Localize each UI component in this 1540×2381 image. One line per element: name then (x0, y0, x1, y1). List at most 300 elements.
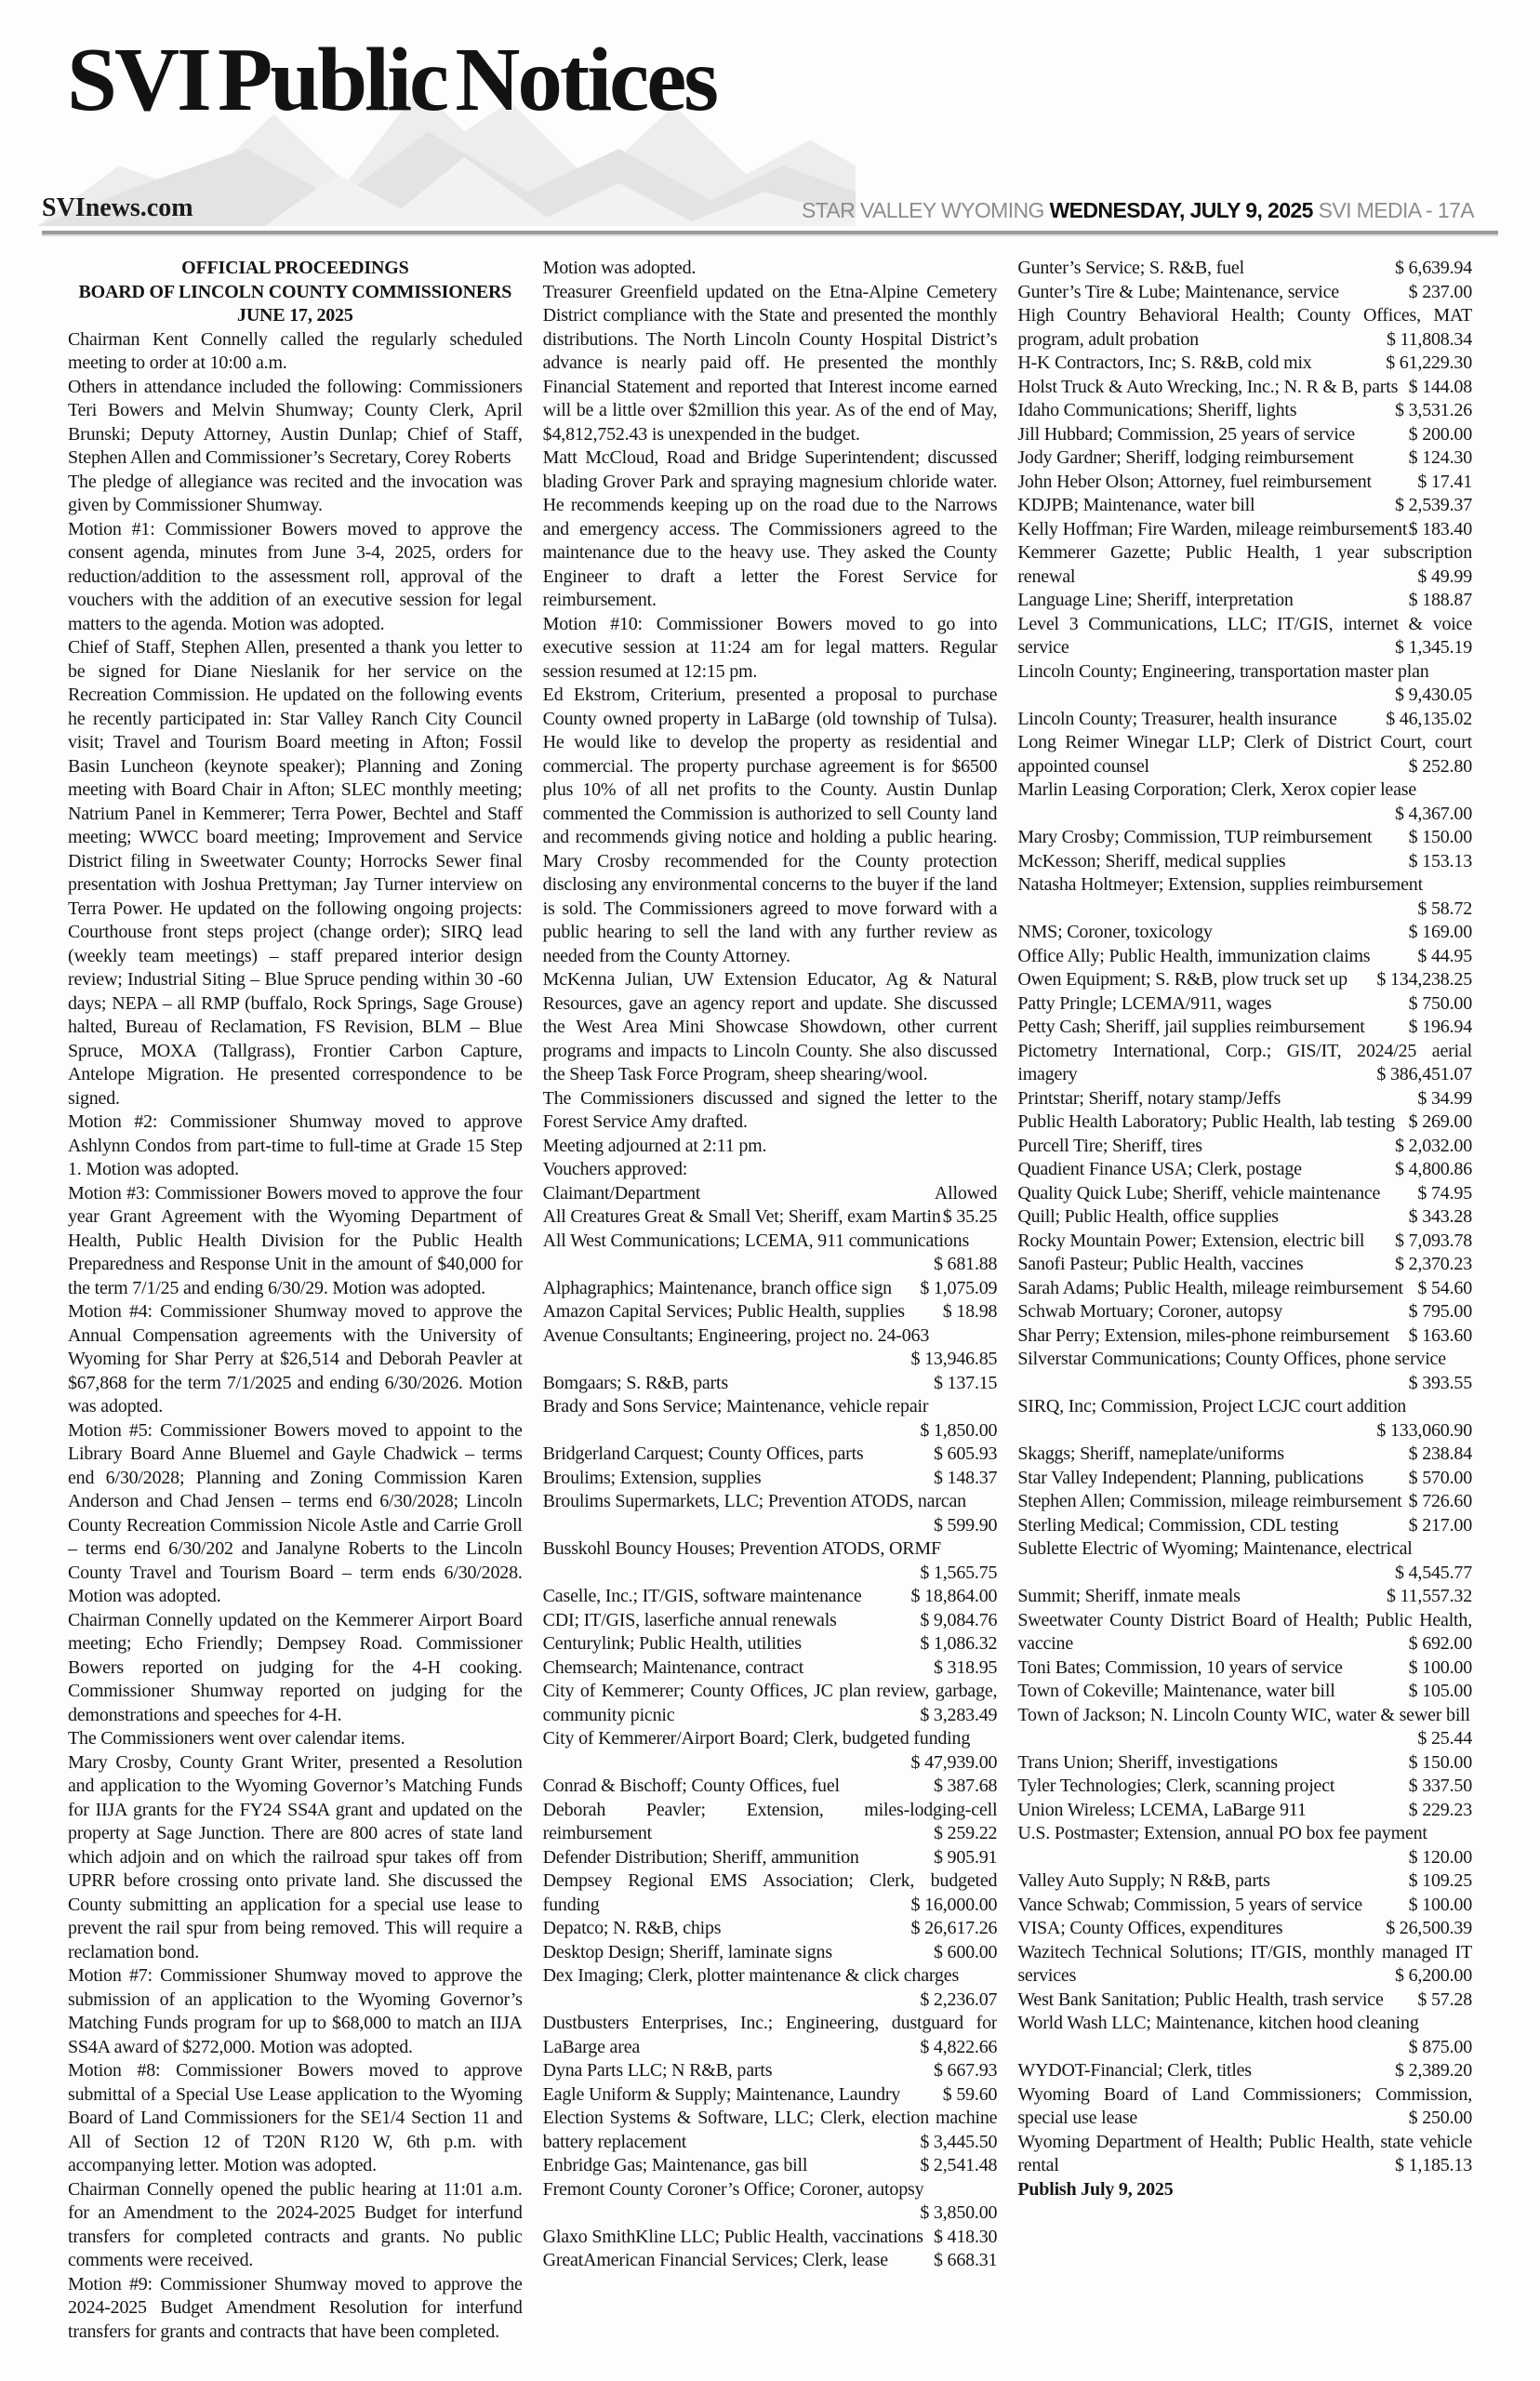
voucher-amount: $ 11,557.32 (1386, 1586, 1473, 1606)
voucher-claimant: Level 3 Communications, LLC; IT/GIS, internet & voice service (1017, 613, 1473, 658)
voucher-claimant: Caselle, Inc.; IT/GIS, software maintenance (542, 1586, 862, 1606)
voucher-claimant: CDI; IT/GIS, laserfiche annual renewals (542, 1609, 837, 1630)
voucher-claimant: Printstar; Sheriff, notary stamp/Jeffs (1017, 1087, 1281, 1109)
voucher-amount: $ 2,032.00 (1395, 1135, 1473, 1156)
masthead-byline (42, 193, 1474, 223)
voucher-row (543, 1277, 998, 1301)
voucher-claimant: Language Line; Sheriff, interpretation (1017, 590, 1294, 610)
voucher-amount: $ 3,445.50 (920, 2131, 998, 2152)
voucher-amount: $ 18.98 (942, 1301, 998, 1322)
voucher-row (1017, 589, 1472, 613)
voucher-amount: $ 599.90 (933, 1514, 998, 1536)
voucher-amount: $ 26,617.26 (910, 1918, 998, 1938)
voucher-amount: $ 61,229.30 (1386, 352, 1473, 373)
voucher-amount: $ 667.93 (933, 2060, 998, 2081)
notice-paragraph: Matt McCloud, Road and Bridge Superintendent; discussed blading Grover Park and spraying magnesium chloride water. He recommends keeping up on the road due to the Narrows and emergency access. The Commissioners agreed to the maintenance due to the heavy use. They asked the County Engineer to draft a letter the Forest Service for reimbursement. (542, 447, 998, 610)
voucher-claimant: Trans Union; Sheriff, investigations (1017, 1751, 1278, 1773)
voucher-claimant: Quadient Finance USA; Clerk, postage (1017, 1159, 1302, 1179)
voucher-amount: $ 133,060.90 (1376, 1419, 1473, 1441)
voucher-amount: $ 25.44 (1417, 1728, 1473, 1749)
voucher-claimant: City of Kemmerer/Airport Board; Clerk, budgeted funding (542, 1728, 971, 1749)
voucher-row (1017, 992, 1472, 1017)
voucher-row (1017, 1348, 1472, 1395)
voucher-amount: $ 144.08 (1408, 376, 1473, 397)
voucher-claimant: Mary Crosby; Commission, TUP reimbursement (1017, 827, 1373, 847)
voucher-claimant: Depatco; N. R&B, chips (542, 1918, 722, 1938)
voucher-row (543, 2083, 998, 2108)
voucher-claimant: Fremont County Coroner’s Office; Coroner, autopsy (542, 2178, 924, 2200)
voucher-claimant: Bridgerland Carquest; County Offices, parts (542, 1443, 864, 1464)
voucher-amount: $ 3,850.00 (920, 2202, 998, 2223)
voucher-amount: $ 1,565.75 (920, 1562, 998, 1583)
voucher-claimant: Petty Cash; Sheriff, jail supplies reimbursement (1017, 1017, 1365, 1037)
voucher-row (543, 2154, 998, 2178)
voucher-amount: $ 1,075.09 (920, 1277, 998, 1298)
voucher-amount: $ 3,531.26 (1395, 400, 1473, 420)
issue-line (802, 198, 1474, 223)
voucher-claimant: Town of Cokeville; Maintenance, water bill (1017, 1681, 1335, 1701)
voucher-amount: $ 13,946.85 (910, 1349, 998, 1369)
voucher-amount: $ 124.30 (1408, 447, 1473, 468)
notice-paragraph: The pledge of allegiance was recited and the invocation was given by Commissioner Shumway. (68, 471, 523, 515)
voucher-claimant: Owen Equipment; S. R&B, plow truck set up (1017, 969, 1348, 990)
voucher-row (1017, 1894, 1472, 1918)
voucher-list-col3 (1017, 257, 1472, 2178)
voucher-row (543, 1680, 998, 1727)
site-name: SVInews.com (42, 193, 193, 222)
voucher-row (543, 1917, 998, 1941)
voucher-claimant: Natasha Holtmeyer; Extension, supplies reimbursement (1017, 874, 1423, 895)
voucher-amount: $ 387.68 (933, 1776, 998, 1796)
voucher-claimant: Sanofi Pasteur; Public Health, vaccines (1017, 1254, 1304, 1274)
voucher-row (1017, 1751, 1472, 1776)
voucher-amount: $ 418.30 (933, 2226, 998, 2247)
voucher-amount: $ 44.95 (1417, 945, 1473, 966)
voucher-amount: $ 47,939.00 (910, 1751, 998, 1773)
voucher-amount: $ 100.00 (1408, 1894, 1473, 1915)
voucher-claimant: Broulims Supermarkets, LLC; Prevention ATODS, narcan (542, 1491, 966, 1511)
voucher-amount: $ 6,200.00 (1395, 1965, 1473, 1986)
voucher-amount: $ 681.88 (933, 1254, 998, 1274)
voucher-claimant: Kelly Hoffman; Fire Warden, mileage reimbursement (1017, 518, 1408, 539)
voucher-amount: $ 137.15 (933, 1372, 998, 1393)
notice-paragraph: Vouchers approved: (542, 1159, 688, 1179)
notice-paragraph: The Commissioners discussed and signed the letter to the Forest Service Amy drafted. (542, 1087, 998, 1132)
voucher-row (543, 1775, 998, 1799)
voucher-row (543, 1205, 998, 1230)
voucher-row (1017, 1656, 1472, 1681)
voucher-claimant: Purcell Tire; Sheriff, tires (1017, 1135, 1202, 1156)
issue-date: WEDNESDAY, JULY 9, 2025 (1049, 198, 1313, 222)
voucher-row (1017, 1111, 1472, 1135)
notice-paragraph: Ed Ekstrom, Criterium, presented a proposal to purchase County owned property in LaBarge (old township of Tulsa). He would like to develop the property as residential and commercial. The property purchase agreement is for $6500 plus 10% of all net profits to the County. Austin Dunlap commented the Commission is authorized to sell County land and recommends giving notice and holding a public hearing. Mary Crosby recommended for the County protection disclosing any environmental concerns to the buyer if the land is sold. The Commissioners agreed to move forward with a public hearing to sell the land with any further review as needed from the County Attorney. (542, 685, 998, 966)
voucher-amount: $ 237.00 (1408, 281, 1473, 302)
voucher-claimant: Conrad & Bischoff; County Offices, fuel (542, 1776, 840, 1796)
voucher-amount: $ 343.28 (1408, 1206, 1473, 1227)
voucher-amount: $ 9,430.05 (1395, 685, 1473, 705)
voucher-row (543, 2226, 998, 2250)
voucher-claimant: Enbridge Gas; Maintenance, gas bill (542, 2155, 808, 2175)
voucher-amount: $ 2,389.20 (1395, 2060, 1473, 2081)
voucher-amount: $ 35.25 (942, 1206, 998, 1227)
notice-heading (68, 257, 523, 328)
voucher-amount: $ 163.60 (1408, 1324, 1473, 1346)
voucher-claimant: Gunter’s Service; S. R&B, fuel (1017, 258, 1244, 278)
voucher-amount: $ 150.00 (1408, 827, 1473, 847)
voucher-amount: $ 4,800.86 (1395, 1159, 1473, 1179)
voucher-claimant: Idaho Communications; Sheriff, lights (1017, 400, 1297, 420)
voucher-row (1017, 399, 1472, 423)
voucher-claimant: Rocky Mountain Power; Extension, electric bill (1017, 1230, 1365, 1251)
voucher-amount: $ 1,345.19 (1395, 637, 1473, 658)
voucher-amount: $ 250.00 (1408, 2108, 1473, 2128)
voucher-row (543, 2107, 998, 2154)
voucher-claimant: Sweetwater County District Board of Health; Public Health, vaccine (1017, 1609, 1473, 1654)
voucher-row (1017, 352, 1472, 376)
voucher-claimant: Valley Auto Supply; N R&B, parts (1017, 1870, 1270, 1891)
voucher-row (1017, 778, 1472, 826)
voucher-row (543, 1585, 998, 1609)
voucher-claimant: Dyna Parts LLC; N R&B, parts (542, 2060, 773, 2081)
voucher-row (1017, 1989, 1472, 2013)
voucher-row (543, 2012, 998, 2059)
voucher-row (1017, 1182, 1472, 1206)
voucher-row (543, 1537, 998, 1585)
voucher-amount: $ 3,283.49 (920, 1704, 998, 1725)
issue-edition: SVI MEDIA - 17A (1312, 198, 1474, 222)
publish-date: Publish July 9, 2025 (1017, 2178, 1174, 2200)
voucher-amount: $ 269.00 (1408, 1111, 1473, 1132)
notice-paragraph: Motion #1: Commissioner Bowers moved to approve the consent agenda, minutes from June 3-4, 2025, orders for reduction/addition to the assessment roll, approval of the vouchers with the addition of an executive session for legal matters to the agenda. Motion was adopted. (68, 518, 523, 634)
voucher-row (1017, 2012, 1472, 2059)
voucher-claimant: Lincoln County; Treasurer, health insurance (1017, 708, 1337, 729)
notice-paragraph: Motion #4: Commissioner Shumway moved to approve the Annual Compensation agreements with the University of Wyoming for Shar Perry at $26,514 and Deborah Peavler at $67,868 for the term 7/1/2025 and ending 6/30/2026. Motion was adopted. (68, 1301, 523, 1417)
voucher-amount: $ 49.99 (1417, 565, 1473, 587)
voucher-claimant: Jill Hubbard; Commission, 25 years of service (1017, 423, 1355, 445)
voucher-claimant: Office Ally; Public Health, immunization claims (1017, 945, 1371, 966)
voucher-row (1017, 1040, 1472, 1087)
voucher-amount: $ 188.87 (1408, 590, 1473, 610)
voucher-claimant: Alphagraphics; Maintenance, branch office sign (542, 1277, 892, 1298)
voucher-claimant: Desktop Design; Sheriff, laminate signs (542, 1941, 832, 1962)
voucher-amount: $ 668.31 (933, 2250, 998, 2270)
voucher-claimant: Dex Imaging; Clerk, plotter maintenance & click charges (542, 1965, 960, 1986)
voucher-claimant: Dustbusters Enterprises, Inc.; Engineering, dustguard for LaBarge area (542, 2013, 998, 2057)
voucher-amount: $ 875.00 (1408, 2036, 1473, 2057)
voucher-row (543, 1324, 998, 1372)
voucher-row (1017, 494, 1472, 518)
voucher-claimant: VISA; County Offices, expenditures (1017, 1918, 1283, 1938)
voucher-amount: $ 1,086.32 (920, 1633, 998, 1654)
voucher-amount: $ 229.23 (1408, 1799, 1473, 1820)
voucher-amount: $ 795.00 (1408, 1301, 1473, 1322)
voucher-row (1017, 423, 1472, 447)
voucher-claimant: Vance Schwab; Commission, 5 years of service (1017, 1894, 1362, 1915)
voucher-claimant: Bomgaars; S. R&B, parts (542, 1372, 728, 1393)
voucher-amount: $ 1,850.00 (920, 1419, 998, 1441)
column-1 (68, 257, 523, 2344)
voucher-row (1017, 613, 1472, 660)
voucher-row (1017, 1917, 1472, 1941)
voucher-claimant: Sublette Electric of Wyoming; Maintenance, electrical (1017, 1538, 1413, 1559)
voucher-claimant: Long Reimer Winegar LLP; Clerk of District Court, court appointed counsel (1017, 732, 1473, 777)
notice-paragraph: Meeting adjourned at 2:11 pm. (542, 1135, 767, 1156)
voucher-row (1017, 281, 1472, 305)
voucher-row (1017, 2083, 1472, 2131)
voucher-claimant: Jody Gardner; Sheriff, lodging reimbursement (1017, 447, 1354, 468)
voucher-row (1017, 660, 1472, 708)
voucher-claimant: Eagle Uniform & Supply; Maintenance, Laundry (542, 2083, 901, 2105)
voucher-amount: $ 259.22 (933, 1823, 998, 1843)
voucher-claimant: NMS; Coroner, toxicology (1017, 922, 1213, 942)
voucher-claimant: SIRQ, Inc; Commission, Project LCJC court addition (1017, 1396, 1407, 1417)
voucher-amount: $ 318.95 (933, 1656, 998, 1678)
voucher-claimant: All West Communications; LCEMA, 911 communications (542, 1230, 970, 1251)
voucher-amount: $ 58.72 (1417, 898, 1473, 919)
notice-paragraph: Motion #8: Commissioner Bowers moved to approve submittal of a Special Use Lease application to the Wyoming Board of Land Commissioners for the SE1/4 Section 11 and All of Section 12 of T20N R120 W, 6th p.m. with accompanying letter. Motion was adopted. (68, 2060, 523, 2175)
notice-heading-line: JUNE 17, 2025 (237, 305, 353, 326)
voucher-row (1017, 1799, 1472, 1823)
notice-paragraph: Treasurer Greenfield updated on the Etna-Alpine Cemetery District compliance with the State and presented the monthly distributions. The North Lincoln County Hospital District’s advance is nearly paid off. He presented the monthly Financial Statement and reported that Interest income earned will be a little over $2million this year. As of the end of May, $4,812,752.43 is unexpended in the budget. (542, 281, 998, 445)
voucher-claimant: Star Valley Independent; Planning, publications (1017, 1467, 1364, 1488)
voucher-claimant: Avenue Consultants; Engineering, project no. 24-063 (542, 1324, 930, 1346)
voucher-claimant: Chemsearch; Maintenance, contract (542, 1656, 804, 1678)
voucher-amount: $ 18,864.00 (910, 1586, 998, 1606)
voucher-row (1017, 1704, 1472, 1751)
voucher-claimant: Election Systems & Software, LLC; Clerk, election machine battery replacement (542, 2108, 998, 2152)
voucher-row (1017, 945, 1472, 969)
voucher-row (1017, 1230, 1472, 1254)
notice-paragraph: Others in attendance included the following: Commissioners Teri Bowers and Melvin Shumway; County Clerk, April Brunski; Deputy Attorney, Austin Dunlap; Chief of Staff, Stephen Allen and Commissioner’s Secretary, Corey Roberts (68, 376, 523, 468)
voucher-amount: $ 605.93 (933, 1443, 998, 1464)
voucher-row (1017, 968, 1472, 992)
voucher-row (1017, 850, 1472, 874)
voucher-amount: $ 4,367.00 (1395, 803, 1473, 824)
voucher-claimant: Patty Pringle; LCEMA/911, wages (1017, 992, 1272, 1014)
voucher-claimant: GreatAmerican Financial Services; Clerk, lease (542, 2250, 888, 2270)
voucher-amount: $ 59.60 (942, 2083, 998, 2105)
voucher-claimant: Schwab Mortuary; Coroner, autopsy (1017, 1301, 1283, 1322)
notice-paragraph: Motion was adopted. (542, 258, 697, 278)
voucher-claimant: Lincoln County; Engineering, transportation master plan (1017, 660, 1429, 682)
voucher-row (1017, 708, 1472, 732)
voucher-row (543, 1869, 998, 1917)
voucher-claimant: City of Kemmerer; County Offices, JC plan review, garbage, community picnic (542, 1681, 998, 1725)
voucher-amount: $ 393.55 (1408, 1372, 1473, 1393)
voucher-claimant: Wyoming Board of Land Commissioners; Commission, special use lease (1017, 2083, 1473, 2128)
voucher-claimant: World Wash LLC; Maintenance, kitchen hood cleaning (1017, 2013, 1419, 2033)
voucher-claimant: Dempsey Regional EMS Association; Clerk, budgeted funding (542, 1870, 998, 1915)
voucher-row (1017, 1514, 1472, 1538)
voucher-claimant: Broulims; Extension, supplies (542, 1467, 762, 1488)
voucher-claimant: Defender Distribution; Sheriff, ammunition (542, 1846, 859, 1868)
voucher-row (1017, 257, 1472, 281)
voucher-row (1017, 541, 1472, 589)
voucher-claimant: Busskohl Bouncy Houses; Prevention ATODS, ORMF (542, 1538, 941, 1559)
voucher-row (1017, 1585, 1472, 1609)
voucher-amount: $ 54.60 (1417, 1277, 1473, 1298)
voucher-amount: $ 726.60 (1408, 1491, 1473, 1511)
voucher-row (543, 2059, 998, 2083)
voucher-row (1017, 446, 1472, 471)
notice-paragraph: Motion #3: Commissioner Bowers moved to approve the four year Grant Agreement with the Wyoming Department of Health, Public Health Division for the Public Health Preparedness and Response Unit in the amount of $40,000 for the term 7/1/25 and ending 6/30/29. Motion was adopted. (68, 1182, 523, 1298)
voucher-claimant: KDJPB; Maintenance, water bill (1017, 495, 1255, 515)
voucher-row (1017, 1775, 1472, 1799)
voucher-claimant: Tyler Technologies; Clerk, scanning project (1017, 1776, 1335, 1796)
voucher-row (1017, 1277, 1472, 1301)
voucher-amount: $ 750.00 (1408, 992, 1473, 1014)
voucher-claimant: Amazon Capital Services; Public Health, supplies (542, 1301, 905, 1322)
voucher-amount: $ 196.94 (1408, 1017, 1473, 1037)
voucher-amount: $ 16,000.00 (910, 1894, 998, 1915)
voucher-row (1017, 1822, 1472, 1869)
voucher-claimant: John Heber Olson; Attorney, fuel reimbursement (1017, 471, 1372, 492)
voucher-claimant: Sarah Adams; Public Health, mileage reimbursement (1017, 1277, 1403, 1298)
notice-paragraph: Motion #7: Commissioner Shumway moved to approve the submission of an application to the Wyoming Governor’s Matching Funds program for up to $68,000 to match an IIJA SS4A award of $272,000. Motion was adopted. (68, 1965, 523, 2057)
voucher-claimant: Quill; Public Health, office supplies (1017, 1206, 1279, 1227)
voucher-amount: $ 150.00 (1408, 1751, 1473, 1773)
voucher-row (543, 1799, 998, 1846)
voucher-row (1017, 304, 1472, 352)
voucher-amount: $ 169.00 (1408, 922, 1473, 942)
voucher-amount: $ 7,093.78 (1395, 1230, 1473, 1251)
voucher-amount: $ 11,808.34 (1386, 328, 1473, 350)
voucher-claimant: Shar Perry; Extension, miles-phone reimbursement (1017, 1324, 1390, 1346)
voucher-row (543, 1609, 998, 1633)
voucher-amount: $ 905.91 (933, 1846, 998, 1868)
notice-paragraph: McKenna Julian, UW Extension Educator, Ag & Natural Resources, gave an agency report and update. She discussed the West Area Mini Showcase Showdown, other current programs and impacts to Lincoln County. She also discussed the Sheep Task Force Program, sheep shearing/wool. (542, 969, 998, 1084)
voucher-row (543, 2178, 998, 2226)
voucher-row (1017, 1205, 1472, 1230)
voucher-claimant: High Country Behavioral Health; County Offices, MAT program, adult probation (1017, 305, 1473, 350)
notice-paragraph: Motion #10: Commissioner Bowers moved to go into executive session at 11:24 am for legal matters. Regular session resumed at 12:15 pm. (542, 613, 998, 682)
voucher-claimant: Kemmerer Gazette; Public Health, 1 year subscription renewal (1017, 542, 1473, 587)
notice-paragraph: Chief of Staff, Stephen Allen, presented a thank you letter to be signed for Diane Nieslanik for her service on the Recreation Commission. He updated on the following events he recently participated in: Star Valley Ranch City Council visit; Travel and Tourism Board meeting in Afton; Fossil Basin Luncheon (keynote speaker); Planning and Zoning meeting with Board Chair in Afton; SLEC monthly meeting; Natrium Panel in Kemmerer; Terra Power, Bechtel and Staff meeting; WWCC board meeting; Improvement and Service District filing in Sweetwater County; Horrocks Sewer final presentation with Joshua Prettyman; Jay Turner interview on Terra Power. He updated on the following ongoing projects: Courthouse front steps project (change order); SIRQ lead (weekly team meetings) – staff prepared interior design review; Industrial Siting – Blue Spruce pending within 30 -60 days; NEPA – all RMP (buffalo, Rock Springs, Sage Grouse) halted, Bureau of Reclamation, FS Revision, BLM – Blue Spruce, MOXA (Tallgrass), Frontier Carbon Capture, Antelope Migration. He presented correspondence to be signed. (68, 637, 523, 1109)
voucher-claimant: Brady and Sons Service; Maintenance, vehicle repair (542, 1396, 929, 1417)
voucher-amount: $ 386,451.07 (1376, 1064, 1473, 1084)
voucher-row (543, 1846, 998, 1870)
voucher-row (543, 1443, 998, 1467)
voucher-claimant: Wazitech Technical Solutions; IT/GIS, monthly managed IT services (1017, 1941, 1473, 1986)
voucher-row (1017, 471, 1472, 495)
voucher-amount: $ 34.99 (1417, 1087, 1473, 1109)
voucher-row (543, 1727, 998, 1775)
voucher-amount: $ 2,539.37 (1395, 495, 1473, 515)
voucher-amount: $ 200.00 (1408, 423, 1473, 445)
voucher-row (1017, 826, 1472, 850)
voucher-claimant: Toni Bates; Commission, 10 years of service (1017, 1656, 1343, 1678)
voucher-row (1017, 1680, 1472, 1704)
voucher-row (543, 2249, 998, 2273)
voucher-claimant: Pictometry International, Corp.; GIS/IT, 2024/25 aerial imagery (1017, 1040, 1473, 1084)
voucher-amount: $ 148.37 (933, 1467, 998, 1488)
voucher-row (1017, 921, 1472, 945)
voucher-amount: $ 6,639.94 (1395, 258, 1473, 278)
voucher-amount: $ 2,236.07 (920, 1989, 998, 2010)
voucher-row (543, 1372, 998, 1396)
voucher-row (1017, 2059, 1472, 2083)
voucher-claimant: Gunter’s Tire & Lube; Maintenance, service (1017, 281, 1339, 302)
voucher-row (1017, 1324, 1472, 1349)
voucher-row (1017, 1016, 1472, 1040)
voucher-claimant: Summit; Sheriff, inmate meals (1017, 1586, 1241, 1606)
notice-paragraph: Chairman Kent Connelly called the regularly scheduled meeting to order at 10:00 a.m. (68, 328, 523, 373)
notice-paragraph: Motion #2: Commissioner Shumway moved to approve Ashlynn Condos from part-time to full-time at Grade 15 Step 1. Motion was adopted. (68, 1111, 523, 1179)
voucher-claimant: Holst Truck & Auto Wrecking, Inc.; N. R & B, parts (1017, 376, 1399, 397)
voucher-amount: $ 252.80 (1408, 755, 1473, 777)
voucher-amount: $ 4,822.66 (920, 2036, 998, 2057)
voucher-row (1017, 1300, 1472, 1324)
voucher-claimant: West Bank Sanitation; Public Health, trash service (1017, 1989, 1384, 2010)
voucher-amount: $ 217.00 (1408, 1514, 1473, 1536)
masthead (0, 0, 1540, 231)
voucher-amount: $ 105.00 (1408, 1681, 1473, 1701)
voucher-row (1017, 2131, 1472, 2178)
column-2 (543, 257, 998, 2273)
voucher-amount: $ 238.84 (1408, 1443, 1473, 1464)
voucher-amount: $ 9,084.76 (920, 1609, 998, 1630)
voucher-amount: $ 46,135.02 (1386, 708, 1473, 729)
voucher-row (543, 1632, 998, 1656)
voucher-amount: $ 183.40 (1408, 518, 1473, 539)
voucher-amount: $ 2,541.48 (920, 2155, 998, 2175)
notice-heading-line: BOARD OF LINCOLN COUNTY COMMISSIONERS (78, 281, 512, 302)
voucher-claimant: Silverstar Communications; County Offices, phone service (1017, 1349, 1446, 1369)
voucher-row (543, 1964, 998, 2012)
voucher-row (1017, 1941, 1472, 1989)
voucher-row (1017, 1087, 1472, 1111)
voucher-claimant: WYDOT-Financial; Clerk, titles (1017, 2060, 1252, 2081)
issue-location: STAR VALLEY WYOMING (801, 198, 1050, 222)
notice-paragraph: Mary Crosby, County Grant Writer, presented a Resolution and application to the Wyoming Governor’s Matching Funds for IIJA grants for the FY24 SS4A grant and updated on the property at Sage Junction. There are 800 acres of state land which adjoin and on which the railroad spur takes off from UPRR before crossing onto private land. She discussed the County submitting an application for a special use lease to prevent the rail spur from being removed. This will require a reclamation bond. (68, 1751, 523, 1962)
voucher-amount: $ 57.28 (1417, 1989, 1473, 2010)
voucher-row (543, 1230, 998, 1277)
voucher-table-header (543, 1182, 998, 1206)
voucher-row (543, 1467, 998, 1491)
notice-body (0, 234, 1540, 2344)
voucher-row (1017, 1609, 1472, 1656)
voucher-amount: $ 153.13 (1408, 850, 1473, 871)
voucher-row (543, 1941, 998, 1965)
voucher-row (1017, 731, 1472, 778)
voucher-amount: $ 1,185.13 (1395, 2155, 1473, 2175)
notice-paragraph: Motion #9: Commissioner Shumway moved to approve the 2024-2025 Budget Amendment Resolution for interfund transfers for grants and contracts that have been completed. (68, 2273, 523, 2342)
voucher-row (1017, 1158, 1472, 1182)
voucher-row (543, 1300, 998, 1324)
voucher-row (1017, 518, 1472, 542)
voucher-claimant: Deborah Peavler; Extension, miles-lodging-cell reimbursement (542, 1799, 998, 1843)
column-3 (1017, 257, 1472, 2201)
voucher-claimant: Wyoming Department of Health; Public Health, state vehicle rental (1017, 2131, 1473, 2175)
voucher-claimant: Sterling Medical; Commission, CDL testing (1017, 1514, 1339, 1536)
column-2-paragraphs (543, 257, 998, 1182)
voucher-row (1017, 1253, 1472, 1277)
voucher-amount: $ 109.25 (1408, 1870, 1473, 1891)
voucher-list-col2 (543, 1205, 998, 2273)
voucher-row (1017, 1869, 1472, 1894)
voucher-claimant-header: Claimant/Department (542, 1182, 701, 1204)
notice-paragraph: Chairman Connelly updated on the Kemmerer Airport Board meeting; Echo Friendly; Dempsey Road. Commissioner Bowers reported on judging for the 4-H cooking. Commissioner Shumway reported on judging for the demonstrations and speeches for 4-H. (68, 1609, 523, 1725)
voucher-row (1017, 873, 1472, 921)
voucher-row (543, 1656, 998, 1681)
voucher-claimant: Skaggs; Sheriff, nameplate/uniforms (1017, 1443, 1284, 1464)
notice-heading-line: OFFICIAL PROCEEDINGS (181, 258, 409, 278)
page-title: SVI Public Notices (67, 30, 716, 129)
voucher-claimant: All Creatures Great & Small Vet; Sheriff, exam Martin (542, 1206, 941, 1227)
voucher-amount: $ 337.50 (1408, 1776, 1473, 1796)
voucher-claimant: Quality Quick Lube; Sheriff, vehicle maintenance (1017, 1182, 1381, 1204)
voucher-row (1017, 376, 1472, 400)
